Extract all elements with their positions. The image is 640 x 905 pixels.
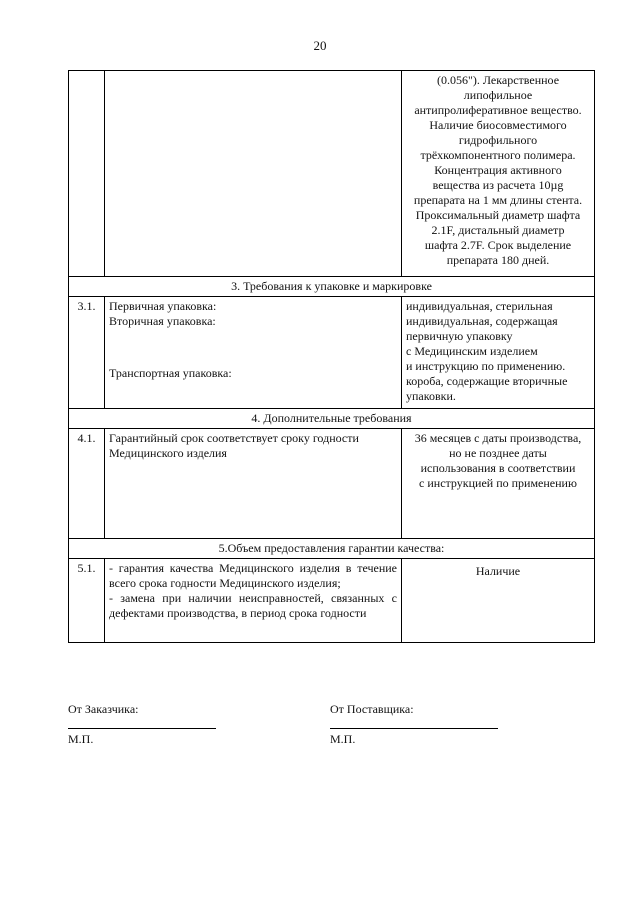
table-row-3-1: [69, 297, 595, 409]
warranty-value-line: использования в соответствии: [420, 461, 576, 475]
customer-stamp-label: М.П.: [68, 732, 94, 746]
packaging-line: индивидуальная, содержащая: [406, 314, 558, 328]
transport-packaging-label: Транспортная упаковка:: [109, 366, 232, 380]
row-number: 5.1.: [69, 559, 105, 643]
signature-block: [68, 702, 594, 762]
warranty-line: Медицинского изделия: [109, 446, 227, 460]
cell-num-empty: [69, 71, 105, 277]
warranty-value: [402, 429, 595, 539]
table-row-4-1: [69, 429, 595, 539]
spec-line: антипролиферативное вещество.: [414, 103, 582, 117]
spec-line: (0.056"). Лекарственное: [436, 73, 560, 87]
warranty-value-line: с инструкцией по применению: [419, 476, 577, 490]
row-number: 4.1.: [69, 429, 105, 539]
spec-line: вещества из расчета 10µg: [432, 178, 564, 192]
spec-line: Наличие биосовместимого: [429, 118, 567, 132]
spec-line: липофильное: [463, 88, 533, 102]
customer-signature-line: [68, 728, 216, 729]
spec-line: шафта 2.7F. Срок выделение: [424, 238, 572, 252]
spec-line: препарата на 1 мм длины стента.: [413, 193, 583, 207]
section-5-title: 5.Объем предоставления гарантии качества:: [69, 539, 595, 559]
guarantee-availability: Наличие: [402, 559, 595, 643]
supplier-signature-line: [330, 728, 498, 729]
guarantee-item: - замена при наличии неисправностей, связанных с дефектами производства, в период срока годности: [109, 591, 397, 620]
warranty-line: Гарантийный срок соответствует сроку годности: [109, 431, 359, 445]
spec-line: 2.1F, дистальный диаметр: [431, 223, 565, 237]
primary-packaging-label: Первичная упаковка:: [109, 299, 217, 313]
packaging-line: и инструкцию по применению.: [406, 359, 566, 373]
row-number: 3.1.: [69, 297, 105, 409]
packaging-labels: [105, 297, 402, 409]
cell-spec-continuation: [402, 71, 595, 277]
packaging-values: [402, 297, 595, 409]
section-header-row: [69, 409, 595, 429]
supplier-stamp-label: М.П.: [330, 732, 356, 746]
warranty-value-line: 36 месяцев с даты производства,: [414, 431, 582, 445]
packaging-line: первичную упаковку: [406, 329, 513, 343]
packaging-line: индивидуальная, стерильная: [406, 299, 553, 313]
warranty-description: [105, 429, 402, 539]
guarantee-item: - гарантия качества Медицинского изделия в течение всего срока годности Медицинского изделия;: [109, 561, 397, 590]
section-3-title: 3. Требования к упаковке и маркировке: [69, 277, 595, 297]
requirements-table: [68, 70, 595, 643]
supplier-label: От Поставщика:: [330, 702, 414, 716]
spec-line: препарата 180 дней.: [446, 253, 550, 267]
quality-guarantee-scope: [105, 559, 402, 643]
spec-line: гидрофильного: [458, 133, 538, 147]
packaging-line: упаковки.: [406, 389, 456, 403]
table-row-5-1: [69, 559, 595, 643]
section-header-row: [69, 539, 595, 559]
page-number: 20: [313, 38, 327, 53]
warranty-value-line: но не позднее даты: [449, 446, 547, 460]
spec-line: трёхкомпонентного полимера.: [420, 148, 576, 162]
secondary-packaging-label: Вторичная упаковка:: [109, 314, 216, 328]
cell-desc-empty: [105, 71, 402, 277]
customer-label: От Заказчика:: [68, 702, 139, 716]
packaging-line: короба, содержащие вторичные: [406, 374, 568, 388]
section-header-row: [69, 277, 595, 297]
packaging-line: с Медицинским изделием: [406, 344, 538, 358]
table-row-continuation: [69, 71, 595, 277]
section-4-title: 4. Дополнительные требования: [69, 409, 595, 429]
spec-line: Концентрация активного: [434, 163, 562, 177]
spec-line: Проксимальный диаметр шафта: [415, 208, 581, 222]
